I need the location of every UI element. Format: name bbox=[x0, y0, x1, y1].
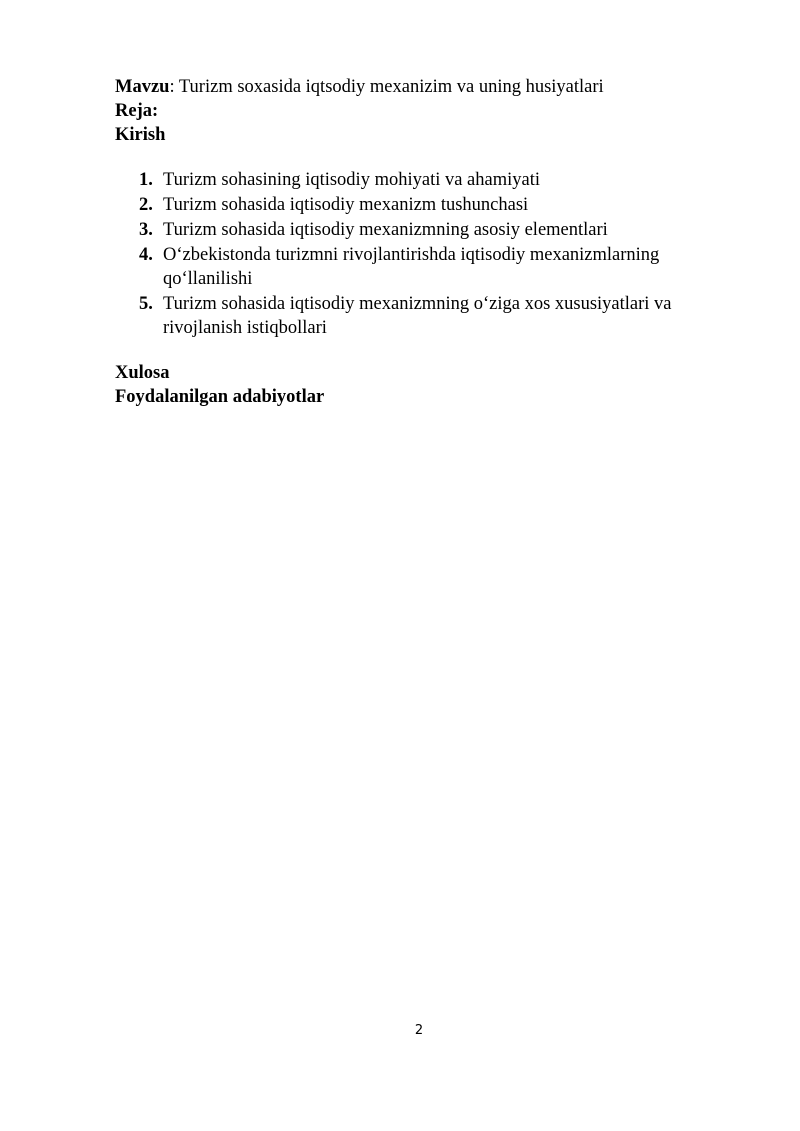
page-number: 2 bbox=[414, 1023, 424, 1038]
plan-heading: Reja: bbox=[115, 101, 159, 121]
plan-item bbox=[115, 243, 715, 291]
plan-item bbox=[115, 193, 715, 217]
intro-heading: Kirish bbox=[115, 125, 166, 145]
plan-item-text: Turizm sohasida iqtisodiy mexanizmning o‘ziga xos xususiyatlari va rivojlanish istiqbollari bbox=[163, 294, 672, 338]
plan-item-text: Turizm sohasida iqtisodiy mexanizm tushunchasi bbox=[163, 195, 529, 215]
plan-item-number: 1. bbox=[139, 170, 153, 190]
plan-item-text: O‘zbekistonda turizmni rivojlantirishda iqtisodiy mexanizmlarning qo‘llanilishi bbox=[163, 245, 660, 289]
topic-line bbox=[115, 75, 715, 99]
plan-item bbox=[115, 168, 715, 192]
plan-item-number: 2. bbox=[139, 195, 153, 215]
plan-item bbox=[115, 218, 715, 242]
plan-item-text: Turizm sohasida iqtisodiy mexanizmning asosiy elementlari bbox=[163, 220, 608, 240]
topic-separator: : bbox=[169, 77, 179, 97]
plan-item-number: 3. bbox=[139, 220, 153, 240]
plan-list bbox=[115, 168, 715, 340]
plan-item-text: Turizm sohasining iqtisodiy mohiyati va ahamiyati bbox=[163, 170, 541, 190]
plan-item-number: 5. bbox=[139, 294, 153, 314]
topic-text: Turizm soxasida iqtsodiy mexanizim va uning husiyatlari bbox=[178, 77, 604, 97]
topic-label: Mavzu bbox=[115, 77, 170, 97]
plan-item bbox=[115, 292, 715, 340]
document-content bbox=[115, 75, 715, 409]
references-heading: Foydalanilgan adabiyotlar bbox=[115, 387, 325, 407]
conclusion-heading: Xulosa bbox=[115, 363, 170, 383]
plan-item-number: 4. bbox=[139, 245, 153, 265]
